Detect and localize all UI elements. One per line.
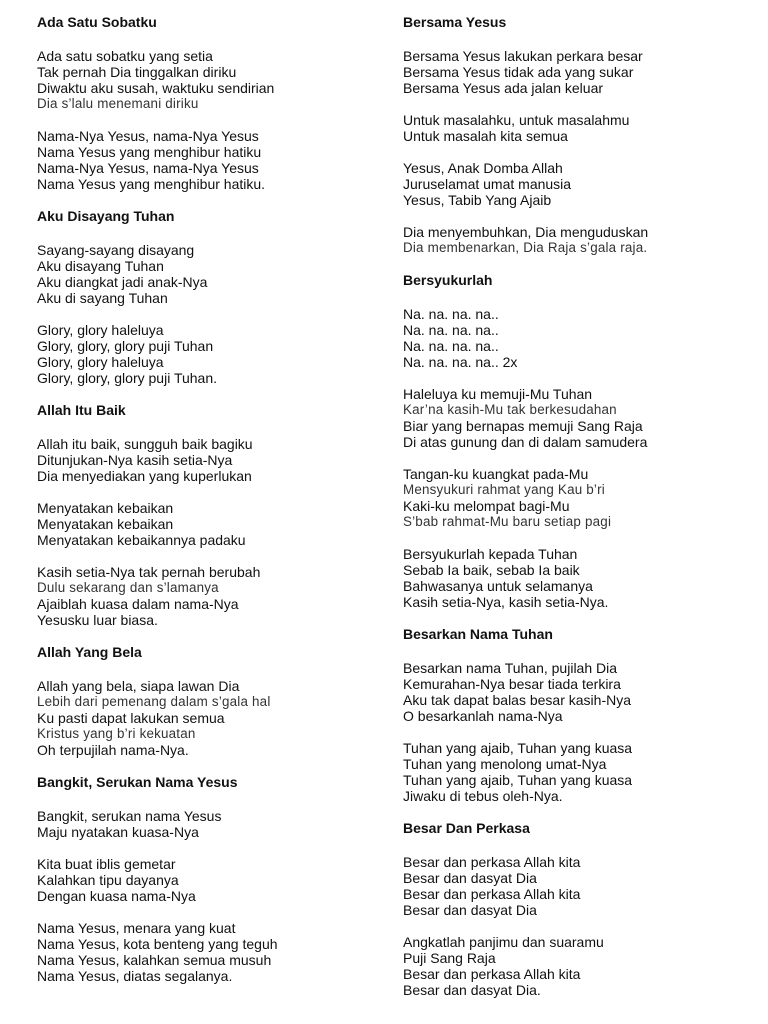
lyric-line: Kasih setia-Nya tak pernah berubah bbox=[37, 564, 261, 580]
lyric-line: Glory, glory, glory puji Tuhan bbox=[37, 338, 214, 354]
lyric-line: Yesusku luar biasa. bbox=[37, 612, 158, 628]
stanza bbox=[37, 436, 377, 484]
lyric-line: Dengan kuasa nama-Nya bbox=[37, 888, 196, 904]
stanza bbox=[403, 854, 743, 918]
stanza bbox=[403, 740, 743, 804]
lyric-line: Dulu sekarang dan s’lamanya bbox=[37, 580, 219, 595]
lyric-line: Nama Yesus, menara yang kuat bbox=[37, 920, 236, 936]
stanza bbox=[37, 500, 377, 548]
lyric-line: Lebih dari pemenang dalam s’gala hal bbox=[37, 694, 271, 709]
lyric-line: Aku diangkat jadi anak-Nya bbox=[37, 274, 208, 290]
lyric-line: Puji Sang Raja bbox=[403, 950, 496, 966]
stanza bbox=[37, 856, 377, 904]
lyric-line: Besar dan perkasa Allah kita bbox=[403, 886, 581, 902]
lyric-line: Dia menyediakan yang kuperlukan bbox=[37, 468, 252, 484]
lyric-line: Menyatakan kebaikan bbox=[37, 500, 174, 516]
lyric-line: Aku tak dapat balas besar kasih-Nya bbox=[403, 692, 632, 708]
lyric-line: Haleluya ku memuji-Mu Tuhan bbox=[403, 386, 593, 402]
lyric-line: Ditunjukan-Nya kasih setia-Nya bbox=[37, 452, 233, 468]
song bbox=[403, 272, 743, 610]
lyric-line: Jiwaku di tebus oleh-Nya. bbox=[403, 788, 563, 804]
song bbox=[37, 644, 377, 758]
lyric-line: Tuhan yang ajaib, Tuhan yang kuasa bbox=[403, 772, 633, 788]
lyric-line: Bersama Yesus lakukan perkara besar bbox=[403, 48, 643, 64]
lyric-line: Aku disayang Tuhan bbox=[37, 258, 164, 274]
song-title: Besarkan Nama Tuhan bbox=[403, 626, 553, 642]
song-title: Bersyukurlah bbox=[403, 272, 493, 288]
lyric-line: Kemurahan-Nya besar tiada terkira bbox=[403, 676, 621, 692]
lyric-line: Tangan-ku kuangkat pada-Mu bbox=[403, 466, 589, 482]
lyric-line: Glory, glory haleluya bbox=[37, 322, 164, 338]
song bbox=[37, 402, 377, 628]
lyric-line: Dia membenarkan, Dia Raja s’gala raja. bbox=[403, 240, 648, 255]
stanza bbox=[403, 306, 743, 370]
lyric-line: Ada satu sobatku yang setia bbox=[37, 48, 213, 64]
lyric-line: Na. na. na. na.. bbox=[403, 338, 499, 354]
song-title: Ada Satu Sobatku bbox=[37, 14, 157, 30]
lyric-line: Kristus yang b’ri kekuatan bbox=[37, 726, 196, 741]
lyric-line: Allah yang bela, siapa lawan Dia bbox=[37, 678, 240, 694]
lyric-line: Na. na. na. na.. 2x bbox=[403, 354, 518, 370]
lyric-line: Kar’na kasih-Mu tak berkesudahan bbox=[403, 402, 617, 417]
lyric-line: Nama Yesus yang menghibur hatiku bbox=[37, 144, 262, 160]
song-title: Aku Disayang Tuhan bbox=[37, 208, 175, 224]
lyric-line: Besar dan dasyat Dia bbox=[403, 870, 537, 886]
song bbox=[403, 14, 743, 256]
stanza bbox=[37, 678, 377, 758]
lyric-line: Na. na. na. na.. bbox=[403, 322, 499, 338]
stanza bbox=[403, 48, 743, 96]
lyric-line: Bersyukurlah kepada Tuhan bbox=[403, 546, 578, 562]
stanza bbox=[403, 934, 743, 998]
lyric-line: Ku pasti dapat lakukan semua bbox=[37, 710, 225, 726]
song bbox=[37, 774, 377, 984]
lyric-line: Nama-Nya Yesus, nama-Nya Yesus bbox=[37, 160, 259, 176]
song-title: Allah Itu Baik bbox=[37, 402, 126, 418]
stanza bbox=[403, 546, 743, 610]
lyric-line: Besar dan perkasa Allah kita bbox=[403, 966, 581, 982]
stanza bbox=[37, 48, 377, 112]
lyric-line: Sebab Ia baik, sebab Ia baik bbox=[403, 562, 580, 578]
lyric-line: S’bab rahmat-Mu baru setiap pagi bbox=[403, 514, 612, 529]
stanza bbox=[403, 660, 743, 724]
stanza bbox=[37, 920, 377, 984]
lyric-line: Besarkan nama Tuhan, pujilah Dia bbox=[403, 660, 618, 676]
lyric-line: Kalahkan tipu dayanya bbox=[37, 872, 179, 888]
lyric-line: Tuhan yang ajaib, Tuhan yang kuasa bbox=[403, 740, 633, 756]
lyric-line: Dia s’lalu menemani diriku bbox=[37, 96, 199, 111]
stanza bbox=[403, 386, 743, 450]
lyric-line: Menyatakan kebaikannya padaku bbox=[37, 532, 246, 548]
lyric-line: Ajaiblah kuasa dalam nama-Nya bbox=[37, 596, 239, 612]
lyric-line: Besar dan dasyat Dia. bbox=[403, 982, 541, 998]
lyric-line: Tuhan yang menolong umat-Nya bbox=[403, 756, 607, 772]
lyric-line: Kita buat iblis gemetar bbox=[37, 856, 176, 872]
lyric-line: Juruselamat umat manusia bbox=[403, 176, 572, 192]
lyric-line: Allah itu baik, sungguh baik bagiku bbox=[37, 436, 253, 452]
left-column bbox=[37, 14, 377, 1000]
lyric-line: Angkatlah panjimu dan suaramu bbox=[403, 934, 604, 950]
lyric-line: Untuk masalah kita semua bbox=[403, 128, 568, 144]
lyric-line: Bangkit, serukan nama Yesus bbox=[37, 808, 222, 824]
lyric-line: Nama Yesus, kalahkan semua musuh bbox=[37, 952, 272, 968]
stanza bbox=[37, 808, 377, 840]
lyric-line: Besar dan perkasa Allah kita bbox=[403, 854, 581, 870]
lyric-line: Di atas gunung dan di dalam samudera bbox=[403, 434, 648, 450]
song-title: Allah Yang Bela bbox=[37, 644, 142, 660]
lyric-line: Sayang-sayang disayang bbox=[37, 242, 195, 258]
lyric-line: Biar yang bernapas memuji Sang Raja bbox=[403, 418, 643, 434]
song bbox=[403, 820, 743, 998]
lyric-line: Bersama Yesus tidak ada yang sukar bbox=[403, 64, 634, 80]
lyric-line: Na. na. na. na.. bbox=[403, 306, 499, 322]
lyric-line: Nama-Nya Yesus, nama-Nya Yesus bbox=[37, 128, 259, 144]
lyric-line: O besarkanlah nama-Nya bbox=[403, 708, 563, 724]
stanza bbox=[403, 112, 743, 144]
song-title: Besar Dan Perkasa bbox=[403, 820, 530, 836]
stanza bbox=[403, 160, 743, 208]
lyric-line: Bahwasanya untuk selamanya bbox=[403, 578, 593, 594]
song bbox=[37, 14, 377, 192]
lyric-line: Bersama Yesus ada jalan keluar bbox=[403, 80, 604, 96]
lyric-line: Glory, glory haleluya bbox=[37, 354, 164, 370]
stanza bbox=[403, 224, 743, 256]
lyric-line: Maju nyatakan kuasa-Nya bbox=[37, 824, 199, 840]
lyric-line: Kasih setia-Nya, kasih setia-Nya. bbox=[403, 594, 609, 610]
right-column bbox=[403, 14, 743, 1014]
song-title: Bersama Yesus bbox=[403, 14, 507, 30]
song bbox=[403, 626, 743, 804]
stanza bbox=[403, 466, 743, 530]
lyric-line: Mensyukuri rahmat yang Kau b’ri bbox=[403, 482, 605, 497]
stanza bbox=[37, 128, 377, 192]
lyric-line: Untuk masalahku, untuk masalahmu bbox=[403, 112, 630, 128]
song bbox=[37, 208, 377, 386]
lyric-line: Glory, glory, glory puji Tuhan. bbox=[37, 370, 218, 386]
lyric-line: Oh terpujilah nama-Nya. bbox=[37, 742, 189, 758]
lyric-line: Dia menyembuhkan, Dia menguduskan bbox=[403, 224, 649, 240]
lyric-line: Menyatakan kebaikan bbox=[37, 516, 174, 532]
lyric-line: Aku di sayang Tuhan bbox=[37, 290, 168, 306]
song-title: Bangkit, Serukan Nama Yesus bbox=[37, 774, 238, 790]
lyric-line: Nama Yesus, diatas segalanya. bbox=[37, 968, 233, 984]
lyric-line: Diwaktu aku susah, waktuku sendirian bbox=[37, 80, 275, 96]
lyric-line: Kaki-ku melompat bagi-Mu bbox=[403, 498, 570, 514]
lyric-line: Nama Yesus, kota benteng yang teguh bbox=[37, 936, 278, 952]
lyric-line: Nama Yesus yang menghibur hatiku. bbox=[37, 176, 266, 192]
stanza bbox=[37, 242, 377, 306]
lyric-line: Yesus, Tabib Yang Ajaib bbox=[403, 192, 552, 208]
stanza bbox=[37, 564, 377, 628]
stanza bbox=[37, 322, 377, 386]
lyric-line: Yesus, Anak Domba Allah bbox=[403, 160, 563, 176]
lyric-line: Besar dan dasyat Dia bbox=[403, 902, 537, 918]
lyric-line: Tak pernah Dia tinggalkan diriku bbox=[37, 64, 237, 80]
